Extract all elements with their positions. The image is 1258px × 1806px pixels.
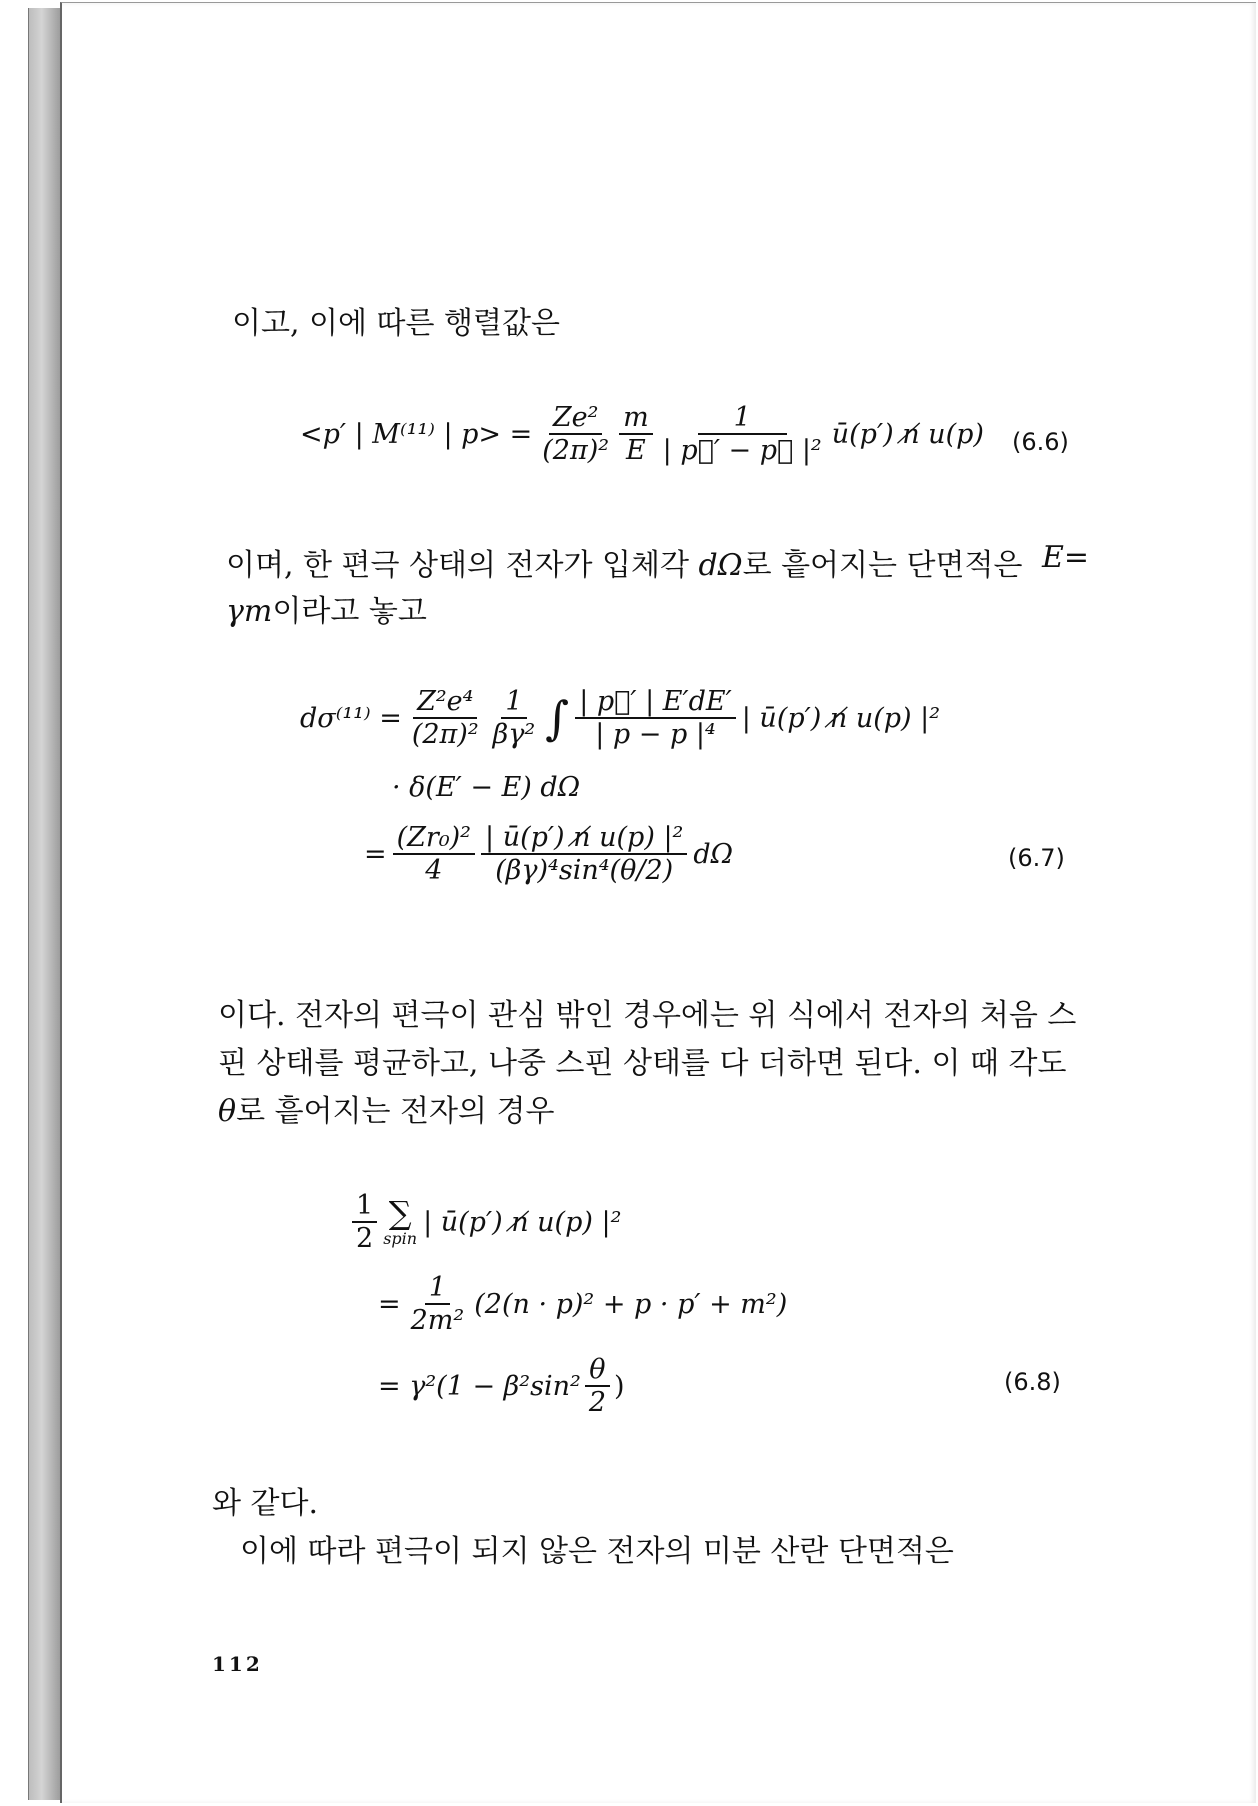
eq68-half: $\frac{1}{2}$ <box>352 1190 377 1254</box>
equation-6-8-line3: = γ²(1 − β²sin² $\frac{\theta}{2}$ ) <box>378 1354 625 1418</box>
equation-number-6-8: (6.8) <box>1004 1368 1061 1396</box>
eq67-fraction-1: $\frac{\text{Z²e⁴}}{\text{(2π)²}}$ <box>411 686 479 750</box>
equation-6-8-line2: = $\frac{1}{\text{2m²}}$ (2(n · p)² + p · p′ + m²) <box>378 1272 788 1336</box>
book-page-edges <box>28 8 61 1800</box>
eq67-fraction-3: $\frac{| p⃗' | E'dE'}{\text{| p − p |⁴}}$ <box>575 686 736 750</box>
paragraph-spin-average-line1: 이다. 전자의 편극이 관심 밖인 경우에는 위 식에서 전자의 처음 스 <box>218 998 1077 1033</box>
paragraph-result: 와 같다. <box>212 1486 319 1521</box>
paragraph-spin-average-line2: 핀 상태를 평균하고, 나중 스핀 상태를 다 더하면 된다. 이 때 각도 <box>218 1046 1067 1081</box>
eq66-lhs: <p′ | M⁽¹¹⁾ | p> = <box>300 418 533 450</box>
equation-6-6 <box>300 402 984 466</box>
equation-6-7-line3: = $\frac{\text{(Zr₀)²}}{4}$ $\frac{\text{| ū(p′) n̸ u(p) |²}}{\text{(βγ)⁴sin⁴(θ/2)}}$ dΩ <box>364 822 734 886</box>
eq68-fraction-3: $\frac{\theta}{2}$ <box>585 1354 610 1418</box>
equation-number-6-7: (6.7) <box>1008 844 1065 872</box>
eq68-fraction-2: $\frac{1}{\text{2m²}}$ <box>410 1272 465 1336</box>
equation-6-7-line1: dσ⁽¹¹⁾ = $\frac{\text{Z²e⁴}}{\text{(2π)²}}$ $\frac{1}{\text{βγ²}}$ ∫ $\frac{| p⃗' | E'dE'}{\text{| p − p |⁴}}$ | ū(p′) n̸ u(p) |² <box>300 686 941 750</box>
paragraph-unpolarized: 이에 따라 편극이 되지 않은 전자의 미분 산란 단면적은 <box>240 1534 954 1569</box>
eq68-sum: ∑ spin <box>383 1193 418 1248</box>
page-number: 112 <box>212 1652 263 1676</box>
paragraph-cross-section-line1-end: E= <box>1042 540 1090 575</box>
eq67-fraction-4: $\frac{\text{(Zr₀)²}}{4}$ <box>393 822 475 886</box>
eq66-rhs: ū(p′) n̸ u(p) <box>831 418 984 450</box>
paragraph-cross-section-line1: 이며, 한 편극 상태의 전자가 입체각 dΩ로 흩어지는 단면적은 <box>226 548 1023 583</box>
eq67-fraction-2: $\frac{1}{\text{βγ²}}$ <box>492 686 536 750</box>
eq66-fraction-2: $\frac{m}{E}$ <box>619 402 653 466</box>
eq66-fraction-1: $\frac{\text{Ze²}}{\text{(2π)²}}$ <box>542 402 610 466</box>
eq67-fraction-5: $\frac{\text{| ū(p′) n̸ u(p) |²}}{\text{(βγ)⁴sin⁴(θ/2)}}$ <box>481 822 687 886</box>
paragraph-cross-section-line2: γm이라고 놓고 <box>226 594 427 629</box>
equation-number-6-6: (6.6) <box>1012 428 1069 456</box>
paragraph-spin-average-line3: θ로 흩어지는 전자의 경우 <box>218 1094 555 1129</box>
equation-6-8-line1: $\frac{1}{2}$ ∑ spin | ū(p′) n̸ u(p) |² <box>352 1190 621 1254</box>
eq66-fraction-3: $\frac{1}{\text{| p⃗′ − p⃗ |²}}$ <box>662 402 822 466</box>
paragraph-intro: 이고, 이에 따른 행렬값은 <box>232 306 560 341</box>
eq67-integral: ∫ <box>545 691 570 745</box>
equation-6-7-line2: · δ(E′ − E) dΩ <box>392 772 581 803</box>
